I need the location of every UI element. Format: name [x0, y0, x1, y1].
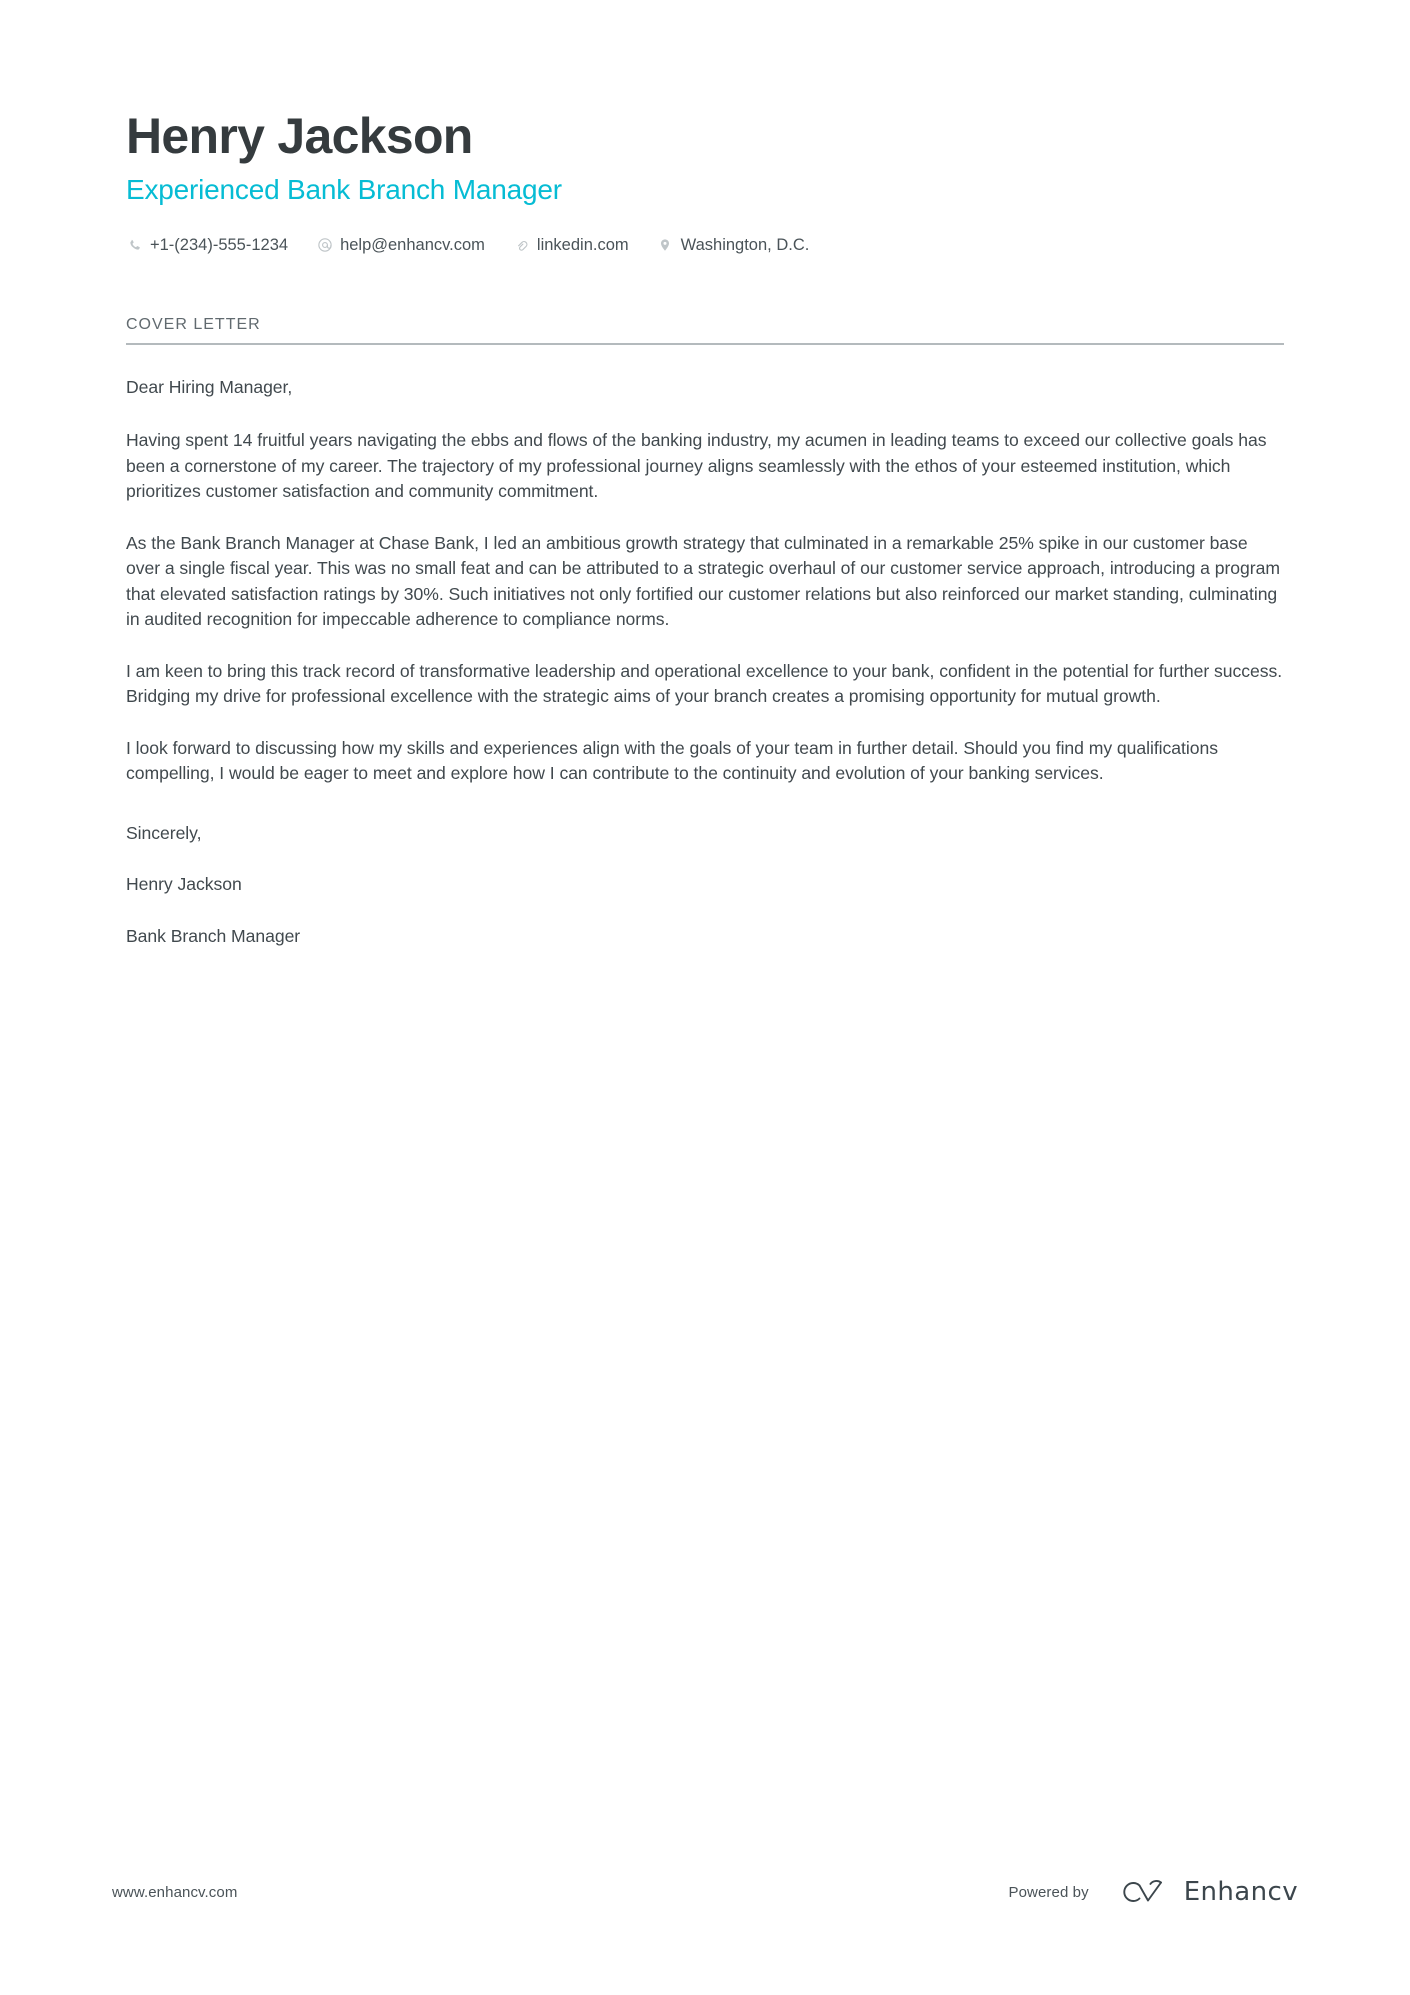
letter-signature-name: Henry Jackson	[126, 874, 242, 895]
email-icon	[316, 237, 333, 254]
powered-by-label: Powered by	[1008, 1883, 1089, 1901]
contact-link[interactable]	[513, 237, 629, 254]
letter-body	[126, 375, 1284, 950]
link-icon	[513, 237, 530, 254]
letter-signature-role: Bank Branch Manager	[126, 925, 301, 946]
phone-icon	[126, 237, 143, 254]
letter-sign-off: Sincerely,	[126, 822, 202, 843]
letter-paragraph-1: Having spent 14 fruitful years navigating the ebbs and flows of the banking industry, my acumen in leading teams to exceed our collective goals has been a cornerstone of my career. The trajectory of my professional journey aligns seamlessly with the ethos of your esteemed institution, which prioritizes customer satisfaction and community commitment.	[126, 430, 1267, 502]
job-title: Experienced Bank Branch Manager	[126, 174, 562, 205]
document-header	[126, 0, 1284, 254]
enhancv-logo-icon	[1115, 1877, 1171, 1907]
location-pin-icon	[657, 237, 674, 254]
section-divider	[126, 343, 1284, 345]
cover-letter-section	[126, 316, 1284, 950]
page-title: Henry Jackson	[126, 108, 473, 164]
contact-phone-text: +1-(234)-555-1234	[150, 235, 289, 254]
letter-paragraph-2: As the Bank Branch Manager at Chase Bank, I led an ambitious growth strategy that culminated in a remarkable 25% spike in our customer base over a single fiscal year. This was no small feat and can be attributed to a strategic overhaul of our customer service approach, introducing a program that elevated satisfaction ratings by 30%. Such initiatives not only fortified our customer relations but also reinforced our market standing, culminating in audited recognition for impeccable adherence to compliance norms.	[126, 532, 1280, 630]
contact-email[interactable]	[316, 237, 485, 254]
contact-link-text: linkedin.com	[536, 235, 629, 254]
contact-row	[126, 237, 1284, 254]
page-footer	[112, 1877, 1298, 1907]
contact-email-text: help@enhancv.com	[340, 235, 485, 254]
contact-location-text: Washington, D.C.	[680, 235, 810, 254]
contact-phone[interactable]	[126, 237, 288, 254]
footer-website-link[interactable]: www.enhancv.com	[112, 1883, 238, 1901]
letter-paragraph-4: I look forward to discussing how my skills and experiences align with the goals of your team in further detail. Should you find my qualifications compelling, I would be eager to meet and explore how I can contribute to the continuity and evolution of your banking services.	[126, 737, 1218, 784]
contact-location	[657, 237, 810, 254]
section-heading: COVER LETTER	[126, 315, 261, 333]
document-content	[126, 0, 1284, 949]
enhancv-wordmark: Enhancv	[1183, 1877, 1298, 1907]
letter-salutation: Dear Hiring Manager,	[126, 376, 293, 397]
letter-paragraph-3: I am keen to bring this track record of transformative leadership and operational excellence to your bank, confident in the potential for further success. Bridging my drive for professional excellence with the strategic aims of your branch creates a promising opportunity for mutual growth.	[126, 660, 1283, 707]
footer-branding	[1009, 1877, 1299, 1907]
